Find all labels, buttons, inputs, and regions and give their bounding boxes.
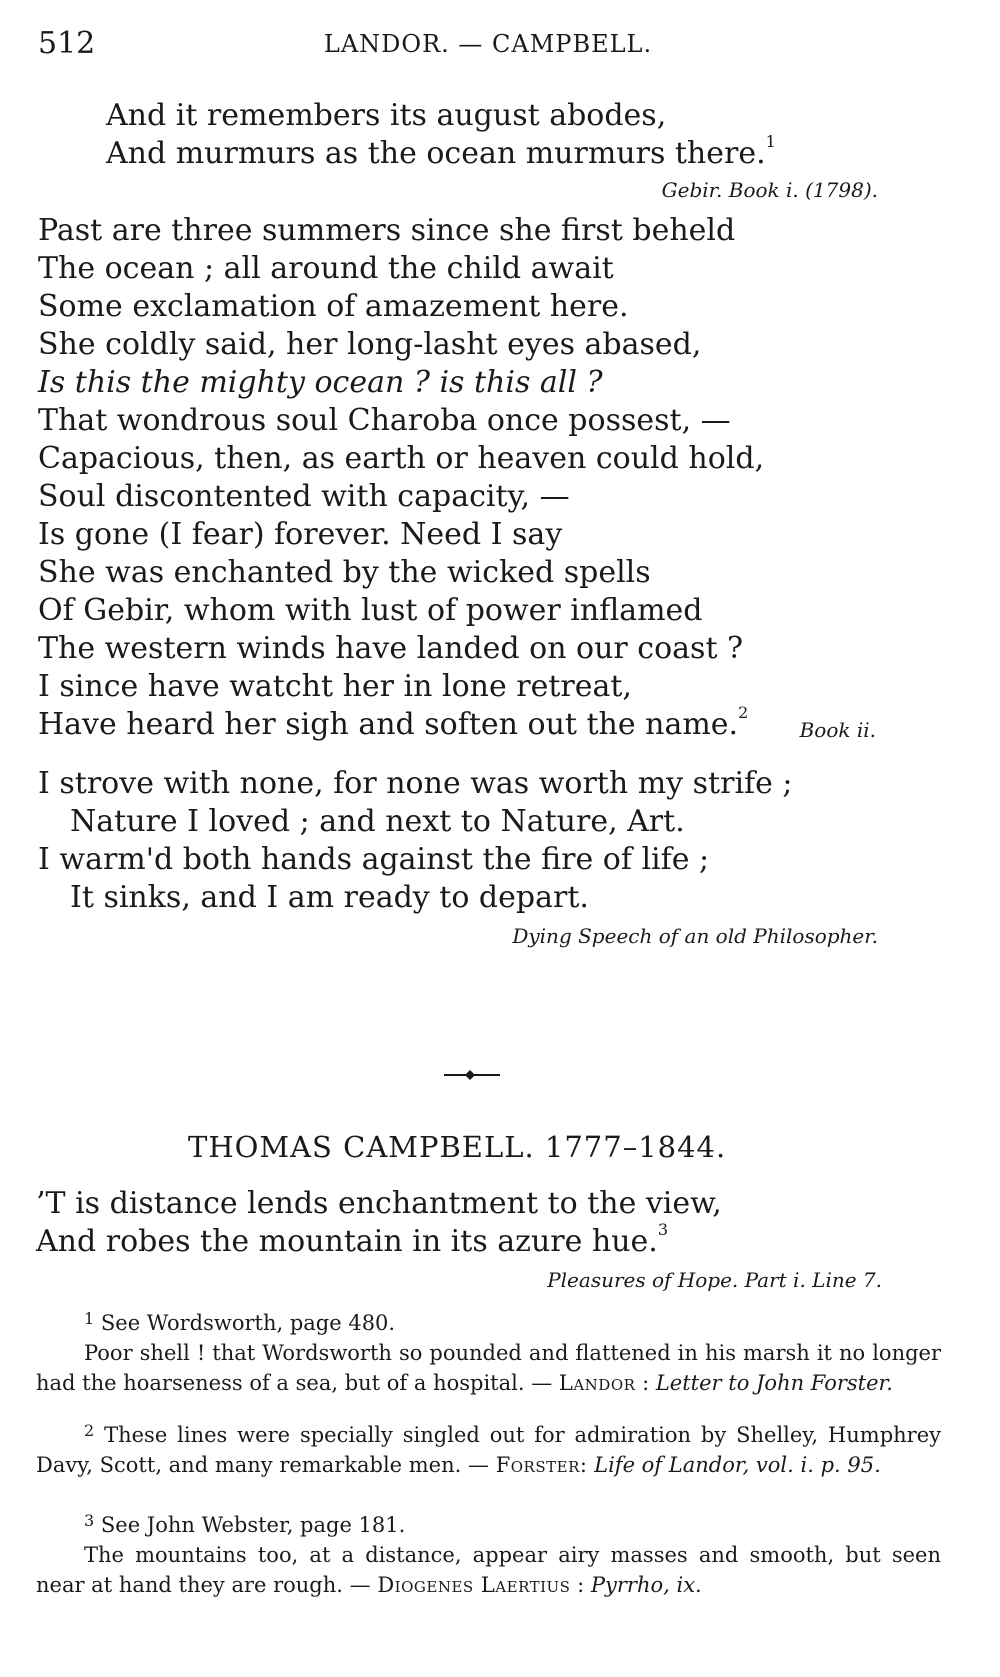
poem-line: And it remembers its august abodes,: [106, 98, 667, 133]
poem-citation: Gebir. Book i. (1798).: [661, 178, 878, 202]
poem-line: Past are three summers since she first beheld: [38, 213, 736, 248]
footnote-mark: 2: [84, 1421, 95, 1440]
footnote-2: $^2$ These lines were specially singled out for admiration by Shelley, Humphrey Davy, Scott, and many remarkable men. — Forster: Life of Landor, vol. i. p. 95.: [36, 1421, 941, 1477]
poem-line: I strove with none, for none was worth my strife ;: [38, 766, 793, 801]
section-title: THOMAS CAMPBELL. 1777–1844.: [188, 1130, 727, 1164]
footnote-ref: 2: [738, 703, 749, 722]
poem-line: The ocean ; all around the child await: [38, 251, 614, 286]
poem-citation: Dying Speech of an old Philosopher.: [512, 924, 878, 948]
poem-line: The western winds have landed on our coast ?: [38, 631, 744, 666]
footnote-mark: 1: [84, 1309, 95, 1328]
poem-line: ’T is distance lends enchantment to the view,: [36, 1186, 722, 1221]
footnote-3: $^3$ See John Webster, page 181. The mountains too, at a distance, appear airy masses and smooth, but seen near at hand they are rough. — Diogenes Laertius : Pyrrho, ix.: [36, 1511, 941, 1597]
section-divider-ornament: [444, 1068, 500, 1082]
footnote-ref: 1: [765, 132, 776, 151]
poem-line: That wondrous soul Charoba once possest, —: [38, 403, 731, 438]
page-number: 512: [38, 26, 96, 61]
poem-line: I warm'd both hands against the fire of life ;: [38, 842, 710, 877]
poem-line: Nature I loved ; and next to Nature, Art.: [70, 804, 685, 839]
running-head: LANDOR. — CAMPBELL.: [323, 30, 653, 58]
page-header: [38, 26, 938, 66]
poem-line: It sinks, and I am ready to depart.: [70, 880, 589, 915]
poem-line: Is this the mighty ocean ? is this all ?: [38, 365, 603, 400]
poem-citation: Pleasures of Hope. Part i. Line 7.: [547, 1268, 882, 1292]
poem-line: Of Gebir, whom with lust of power inflamed: [38, 593, 703, 628]
poem-line: Is gone (I fear) forever. Need I say: [38, 517, 563, 552]
poem-line: Soul discontented with capacity, —: [38, 479, 570, 514]
poem-line: And murmurs as the ocean murmurs there.$^1$: [106, 132, 776, 171]
poem-line: I since have watcht her in lone retreat,: [38, 669, 632, 704]
poem-line: She coldly said, her long-lasht eyes abased,: [38, 327, 702, 362]
poem-line: And robes the mountain in its azure hue.$^3$: [36, 1220, 669, 1259]
poem-line: She was enchanted by the wicked spells: [38, 555, 651, 590]
poem-citation: Book ii.: [799, 718, 876, 742]
footnote-ref: 3: [657, 1220, 669, 1239]
poem-line: Have heard her sigh and soften out the name.$^2$: [38, 703, 749, 742]
footnote-mark: 3: [84, 1511, 95, 1530]
footnote-1: $^1$ See Wordsworth, page 480. Poor shell ! that Wordsworth so pounded and flattened in his marsh it no longer had the hoarseness of a sea, but of a hospital. — Landor : Letter to John Forster.: [36, 1309, 941, 1395]
poem-line: Capacious, then, as earth or heaven could hold,: [38, 441, 765, 476]
poem-line: Some exclamation of amazement here.: [38, 289, 629, 324]
